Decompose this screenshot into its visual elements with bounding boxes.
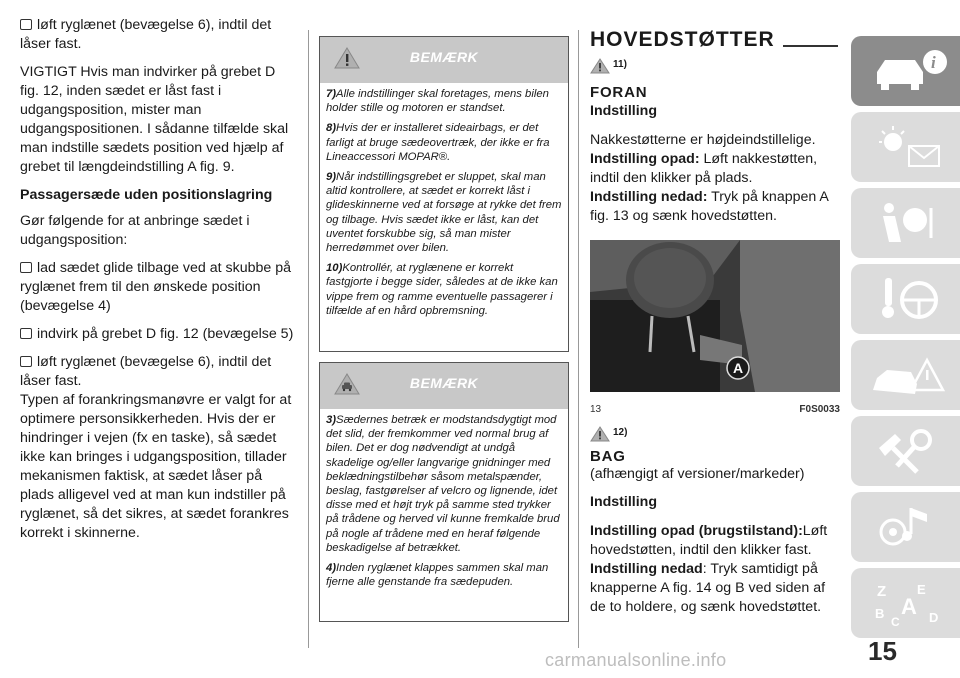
rear-note: (afhængigt af versioner/markeder) [590,466,805,482]
svg-text:D: D [929,610,939,625]
headrest-illustration [590,240,840,392]
note-item: 4)Inden ryglænet klappes sammen skal man fjerne alle genstande fra sædepuden. [326,562,549,589]
multimedia-icon [871,502,951,552]
closing-paragraph: Typen af forankringsmanøvre er valgt for at optimere personsikkerheden. Hvis der er hindringer i vejen (fx en taske), så sædet ikke kan bringes i udgangsposition, tillader mekanismen faktisk, at sædet låser på plads alligevel ved at man kun indstiller på ryglænet, så det sikres, at sædet forankres korrekt i skinnerne. [20,392,292,541]
section-heading: Passagersæde uden positionslagring [20,187,273,203]
front-subheading: Indstilling [590,103,657,119]
note-item: 9)Når indstillingsgrebet er sluppet, skal man altid kontrollere, at sædet er korrekt låst i glideskinnerne ved at forsøge at rykke det frem og tilbage. Hvis sædet ikke er låst, kan det uventet forskubbe sig, så man mister herredømmet over bilen. [326,171,562,255]
column-divider [308,30,309,648]
page-number: 15 [868,636,897,666]
car-info-icon [871,46,951,96]
page-title: HOVEDSTØTTER [590,28,838,52]
note-title: BEMÆRK [409,49,479,65]
note-box-warning [319,36,569,352]
figure-number: 13 [590,404,602,415]
left-column [20,16,298,543]
note-header [320,363,568,409]
note-header [320,37,568,83]
watermark: carmanualsonline.info [545,650,727,670]
maintenance-tools-icon [871,426,951,476]
reference-marker: 11) [590,56,838,74]
svg-text:B: B [875,606,885,621]
front-intro: Nakkestøtterne er højdeindstillelige. [590,132,816,148]
headrest-photo [590,240,840,392]
svg-text:C: C [891,615,900,628]
intro-paragraph: Gør følgende for at anbringe sædet i udgangsposition: [20,213,250,248]
note-box-caution [319,362,569,622]
front-heading: FORAN [590,84,648,101]
tab-warning-lights[interactable] [851,112,960,182]
rear-section [590,424,838,617]
reference-marker: 12) [590,424,838,442]
column-divider [578,30,579,648]
car-emergency-icon [871,350,951,400]
note-item: 10)Kontrollér, at ryglænene er korrekt fastgjorte i begge sider, således at de ikke kan vippe frem og ramme eventuelle passagerer i tilfælde af en hård opbremsning. [326,262,558,317]
index-icon [871,578,951,628]
tab-maintenance[interactable] [851,416,960,486]
rear-subheading: Indstilling [590,494,657,510]
important-paragraph: VIGTIGT Hvis man indvirker på grebet D fig. 12, inden sædet er låst fast i udgangsposition, mister man udgangspositionen. I sådanne tilfælde skal man indstille sædets position ved hjælp af grebet til længdeindstilling A fig. 9. [20,64,289,175]
svg-text:E: E [917,582,926,597]
svg-text:i: i [931,53,936,72]
front-up-instruction: Indstilling opad: Løft nakkestøtten, indtil den klikker på plads. [590,151,818,186]
bullet-item: løft ryglænet (bevægelse 6), indtil det låser fast. [20,354,272,389]
tab-safety[interactable] [851,188,960,258]
note-item: 3)Sædernes betræk er modstandsdygtigt mod det slid, der fremkommer ved normal brug af bilen. Det er dog nødvendigt at undgå skadelige og/eller langvarige gnidninger med beklædningstilbehør såsom metalspænder, beslag, fastgørelser af velcro og lignende, idet disse med et højt tryk på samme sted trykker på trådene og herved vil kunne fremkalde brud på nogle af trådene med en heraf følgende beskadigelse af betrækket. [326,414,560,554]
figure-label-a: A [733,360,744,376]
svg-text:Z: Z [877,583,887,600]
tab-starting-driving[interactable] [851,264,960,334]
warning-triangle-icon [590,58,610,74]
title-rule [783,45,838,47]
front-down-instruction: Indstilling nedad: Tryk på knappen A fig. 13 og sænk hovedstøtten. [590,189,829,224]
warning-lights-icon [871,122,951,172]
svg-text:A: A [901,594,917,619]
bullet-lift-backrest-top: løft ryglænet (bevægelse 6), indtil det låser fast. [20,17,272,52]
key-steering-icon [871,274,951,324]
note-item: 8)Hvis der er installeret sideairbags, er det farligt at bruge sædeovertræk, der ikke er fra Lineaccessori MOPAR®. [326,122,550,163]
warning-triangle-icon [590,426,610,442]
bullet-icon [20,328,32,339]
note-body [320,409,568,601]
bullet-item: lad sædet glide tilbage ved at skubbe på ryglænet frem til den ønskede position (bevægelse 4) [20,260,291,314]
bullet-icon [20,19,32,30]
bullet-item: indvirk på grebet D fig. 12 (bevægelse 5) [20,325,298,344]
note-title: BEMÆRK [409,375,479,391]
chapter-tabs [851,36,960,644]
rear-up-instruction: Indstilling opad (brugstilstand):Løft hovedstøtten, indtil den klikker fast. [590,523,828,558]
note-item: 7)Alle indstillinger skal foretages, mens bilen holder stille og motoren er standset. [326,88,549,115]
bullet-icon [20,262,32,273]
note-body [320,83,568,330]
tab-multimedia[interactable] [851,492,960,562]
tab-emergency[interactable] [851,340,960,410]
rear-down-instruction: Indstilling nedad: Tryk samtidigt på knapperne A fig. 14 og B ved siden af de to holdere, og sænk hovedstøttet. [590,561,826,615]
figure-code: F0S0033 [799,404,840,415]
tab-car-info[interactable] [851,36,960,106]
tab-index[interactable] [851,568,960,638]
figure-caption [590,404,840,415]
rear-heading: BAG [590,448,626,465]
right-column [590,28,838,226]
bullet-icon [20,356,32,367]
airbag-safety-icon [871,198,951,248]
